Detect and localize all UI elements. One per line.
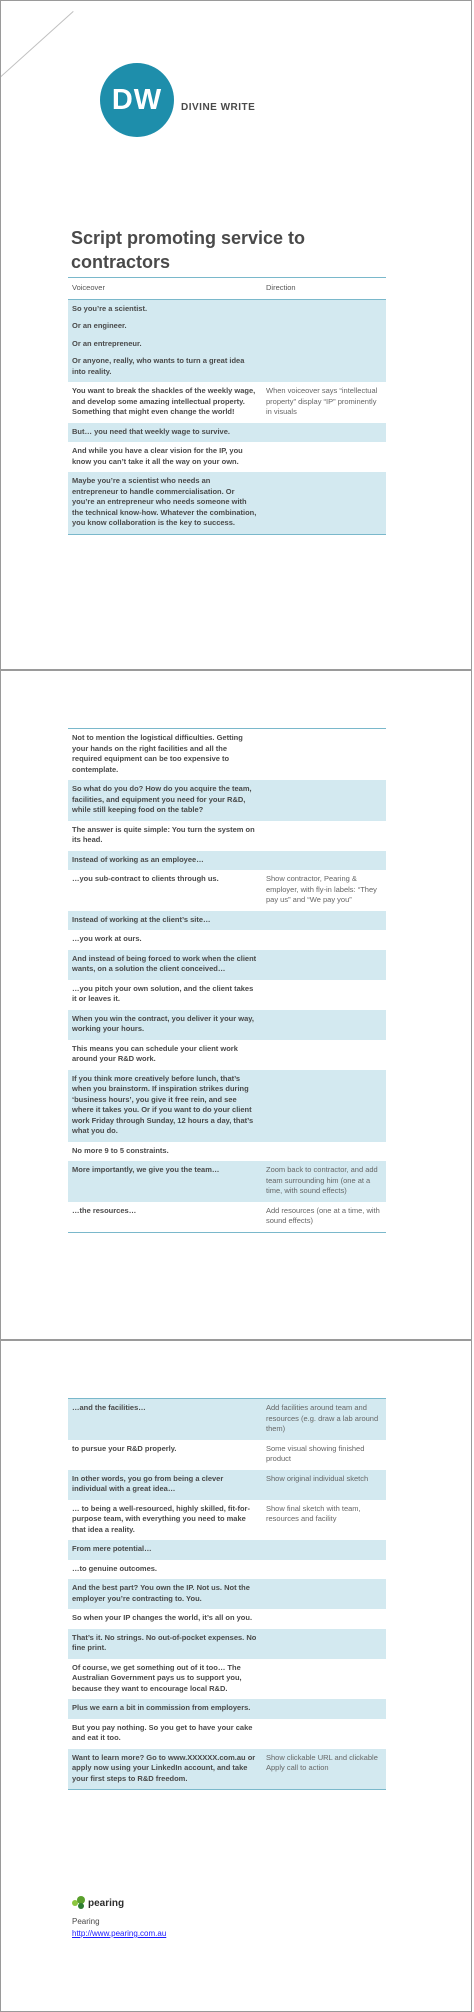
voiceover-cell [68, 780, 262, 821]
direction-cell: Show contractor, Pearing & employer, with fly-in labels: “They pay us” and “We pay you” [266, 874, 377, 904]
voiceover-line: More importantly, we give you the team… [72, 1165, 220, 1174]
voiceover-cell [68, 980, 262, 1010]
voiceover-cell [68, 472, 262, 534]
voiceover-line: So what do you do? How do you acquire the team, facilities, and equipment you need for your R&D, while still keeping food on the table? [72, 784, 252, 814]
voiceover-cell [68, 1010, 262, 1040]
voiceover-line: The answer is quite simple: You turn the system on its head. [72, 824, 255, 844]
voiceover-cell [68, 1659, 262, 1700]
script-row [68, 1540, 386, 1560]
voiceover-line: Maybe you’re a scientist who needs an entrepreneur to handle commercialisation. Or you’re an entrepreneur who needs someone with the technical know-how. Whatever the combination, you know collaboration is the key to success. [72, 476, 257, 527]
voiceover-line: to pursue your R&D properly. [72, 1443, 177, 1453]
voiceover-line: When you win the contract, you deliver it your way, working your hours. [72, 1013, 254, 1033]
voiceover-line: …the resources… [72, 1205, 137, 1215]
voiceover-line: In other words, you go from being a clever individual with a great idea… [72, 1473, 224, 1493]
voiceover-line: Or an engineer. [72, 321, 127, 330]
direction-cell: Add resources (one at a time, with sound effects) [262, 1202, 386, 1233]
script-table-page-1 [68, 277, 386, 535]
script-row [68, 930, 386, 950]
voiceover-line: So when your IP changes the world, it’s all on you. [72, 1613, 253, 1622]
script-row [68, 1440, 386, 1470]
script-table-page-3 [68, 1398, 386, 1790]
header-direction: Direction [262, 278, 386, 300]
script-row [68, 1719, 386, 1749]
direction-cell [262, 1579, 386, 1609]
voiceover-cell [68, 1560, 262, 1580]
voiceover-line: …you work at ours. [72, 934, 142, 943]
voiceover-line: This means you can schedule your client work around your R&D work. [72, 1043, 238, 1063]
direction-cell [262, 930, 386, 950]
voiceover-cell [68, 1699, 262, 1719]
direction-cell [262, 1560, 386, 1580]
direction-cell [262, 442, 386, 472]
script-table-page-2 [68, 728, 386, 1233]
voiceover-line: Or an entrepreneur. [72, 338, 142, 348]
voiceover-line: And instead of being forced to work when the client wants, on a solution the client conceived… [72, 953, 257, 973]
voiceover-line: Plus we earn a bit in commission from employers. [72, 1703, 251, 1712]
script-row [68, 1010, 386, 1040]
pearing-logo [72, 1895, 124, 1911]
voiceover-cell [68, 1629, 262, 1659]
voiceover-cell [68, 442, 262, 472]
direction-cell [262, 1010, 386, 1040]
voiceover-cell [68, 1500, 262, 1541]
voiceover-line: And while you have a clear vision for the IP, you know you can’t take it all the way on your own. [72, 446, 243, 466]
voiceover-cell [68, 930, 262, 950]
direction-cell [262, 1699, 386, 1719]
script-row [68, 1040, 386, 1070]
header-voiceover: Voiceover [68, 278, 262, 300]
script-row [68, 382, 386, 423]
script-row [68, 950, 386, 980]
voiceover-cell [68, 1749, 262, 1790]
voiceover-cell [68, 729, 262, 781]
voiceover-line: You want to break the shackles of the weekly wage, and develop some amazing intellectual property. Something that might even change the world! [72, 386, 256, 416]
voiceover-cell [68, 911, 262, 931]
voiceover-cell [68, 1609, 262, 1629]
script-row [68, 870, 386, 911]
direction-cell: Zoom back to contractor, and add team surrounding him (one at a time, with sound effects) [262, 1161, 386, 1202]
voiceover-cell [68, 1399, 262, 1440]
voiceover-line: Of course, we get something out of it too… The Australian Government pays us to support you, because they want to encourage local R&D. [72, 1662, 242, 1693]
voiceover-line: Instead of working at the client’s site… [72, 914, 211, 924]
footer-website-link[interactable]: http://www.pearing.com.au [72, 1929, 167, 1938]
voiceover-cell [68, 950, 262, 980]
direction-cell: Some visual showing finished product [266, 1443, 365, 1463]
voiceover-cell [68, 299, 262, 382]
script-row [68, 1699, 386, 1719]
script-row [68, 1749, 386, 1790]
voiceover-cell [68, 382, 262, 423]
voiceover-line: …you sub-contract to clients through us. [72, 874, 219, 883]
script-row [68, 1470, 386, 1500]
voiceover-cell [68, 870, 262, 911]
voiceover-cell [68, 1579, 262, 1609]
voiceover-cell [68, 1142, 262, 1162]
script-row [68, 299, 386, 382]
script-row [68, 851, 386, 871]
script-row [68, 780, 386, 821]
script-row [68, 1142, 386, 1162]
script-row [68, 729, 386, 781]
direction-cell [262, 1609, 386, 1629]
script-row [68, 1560, 386, 1580]
direction-cell [262, 780, 386, 821]
voiceover-cell [68, 821, 262, 851]
voiceover-cell [68, 1202, 262, 1233]
direction-cell [262, 1659, 386, 1700]
script-row [68, 1070, 386, 1142]
direction-cell [262, 980, 386, 1010]
direction-cell [262, 851, 386, 871]
direction-cell [262, 1540, 386, 1560]
direction-cell: Show final sketch with team, resources and facility [266, 1503, 361, 1523]
script-row [68, 980, 386, 1010]
voiceover-cell [68, 423, 262, 443]
footer-company-name: Pearing [72, 1917, 100, 1926]
voiceover-line: …you pitch your own solution, and the client takes it or leaves it. [72, 983, 254, 1003]
direction-cell [262, 950, 386, 980]
voiceover-line: … to being a well-resourced, highly skilled, fit-for-purpose team, with everything you need to make that idea a reality. [72, 1503, 250, 1534]
document-title: Script promoting service to contractors [71, 228, 306, 272]
direction-cell [262, 299, 386, 382]
direction-cell: Show clickable URL and clickable Apply call to action [262, 1749, 386, 1790]
script-row [68, 1161, 386, 1202]
script-row [68, 1609, 386, 1629]
direction-cell [262, 1070, 386, 1142]
pearing-leaf-icon [72, 1896, 86, 1910]
logo-wordmark: DIVINE WRITE [181, 102, 256, 113]
script-row [68, 1659, 386, 1700]
voiceover-line: Instead of working as an employee… [72, 854, 204, 864]
script-row [68, 1500, 386, 1541]
direction-cell [262, 1719, 386, 1749]
voiceover-line: Not to mention the logistical difficulties. Getting your hands on the right facilities and all the required equipment can be too expensive to contemplate. [72, 733, 243, 774]
decorative-line [0, 11, 74, 179]
voiceover-line: So you’re a scientist. [72, 303, 148, 313]
voiceover-line: …and the facilities… [72, 1403, 146, 1412]
script-row [68, 1202, 386, 1233]
voiceover-cell [68, 1470, 262, 1500]
voiceover-cell [68, 1040, 262, 1070]
voiceover-line: But you pay nothing. So you get to have your cake and eat it too. [72, 1722, 253, 1742]
direction-cell [262, 1040, 386, 1070]
direction-cell [262, 821, 386, 851]
direction-cell [262, 911, 386, 931]
direction-cell: Add facilities around team and resources (e.g. draw a lab around them) [262, 1399, 386, 1440]
voiceover-line: If you think more creatively before lunch, that’s when you brainstorm. If inspiration strikes during ‘business hours’, you give it free rein, and see where it takes you. Or if you want to do your client work Friday through Sunday, 12 hours a day, that’s what you do. [72, 1073, 254, 1135]
pearing-wordmark: pearing [88, 1897, 125, 1909]
voiceover-line: And the best part? You own the IP. Not us. Not the employer you’re contracting to. You. [72, 1583, 250, 1603]
direction-cell [262, 472, 386, 534]
script-row [68, 1399, 386, 1440]
direction-cell [262, 1629, 386, 1659]
voiceover-cell [68, 1070, 262, 1142]
script-row [68, 1629, 386, 1659]
script-row [68, 423, 386, 443]
script-row [68, 472, 386, 534]
dw-logo: DW [100, 63, 174, 137]
direction-cell [262, 729, 386, 781]
script-row [68, 1579, 386, 1609]
script-row [68, 821, 386, 851]
voiceover-line: …to genuine outcomes. [72, 1563, 158, 1573]
voiceover-cell [68, 1440, 262, 1470]
direction-cell: When voiceover says “intellectual property” display “IP” prominently in visuals [266, 386, 378, 416]
voiceover-cell [68, 851, 262, 871]
direction-cell: Show original individual sketch [262, 1470, 386, 1500]
voiceover-cell [68, 1161, 262, 1202]
voiceover-line: But… you need that weekly wage to survive. [72, 426, 230, 436]
voiceover-cell [68, 1540, 262, 1560]
voiceover-line: From mere potential… [72, 1544, 152, 1553]
voiceover-line: Or anyone, really, who wants to turn a great idea into reality. [72, 356, 245, 376]
script-row [68, 911, 386, 931]
voiceover-line: No more 9 to 5 constraints. [72, 1145, 169, 1155]
direction-cell [262, 423, 386, 443]
voiceover-line: Want to learn more? Go to www.XXXXXX.com.au or apply now using your LinkedIn account, and take your first steps to R&D freedom. [72, 1752, 256, 1783]
direction-cell [262, 1142, 386, 1162]
voiceover-cell [68, 1719, 262, 1749]
voiceover-line: That’s it. No strings. No out-of-pocket expenses. No fine print. [72, 1632, 257, 1652]
script-row [68, 442, 386, 472]
